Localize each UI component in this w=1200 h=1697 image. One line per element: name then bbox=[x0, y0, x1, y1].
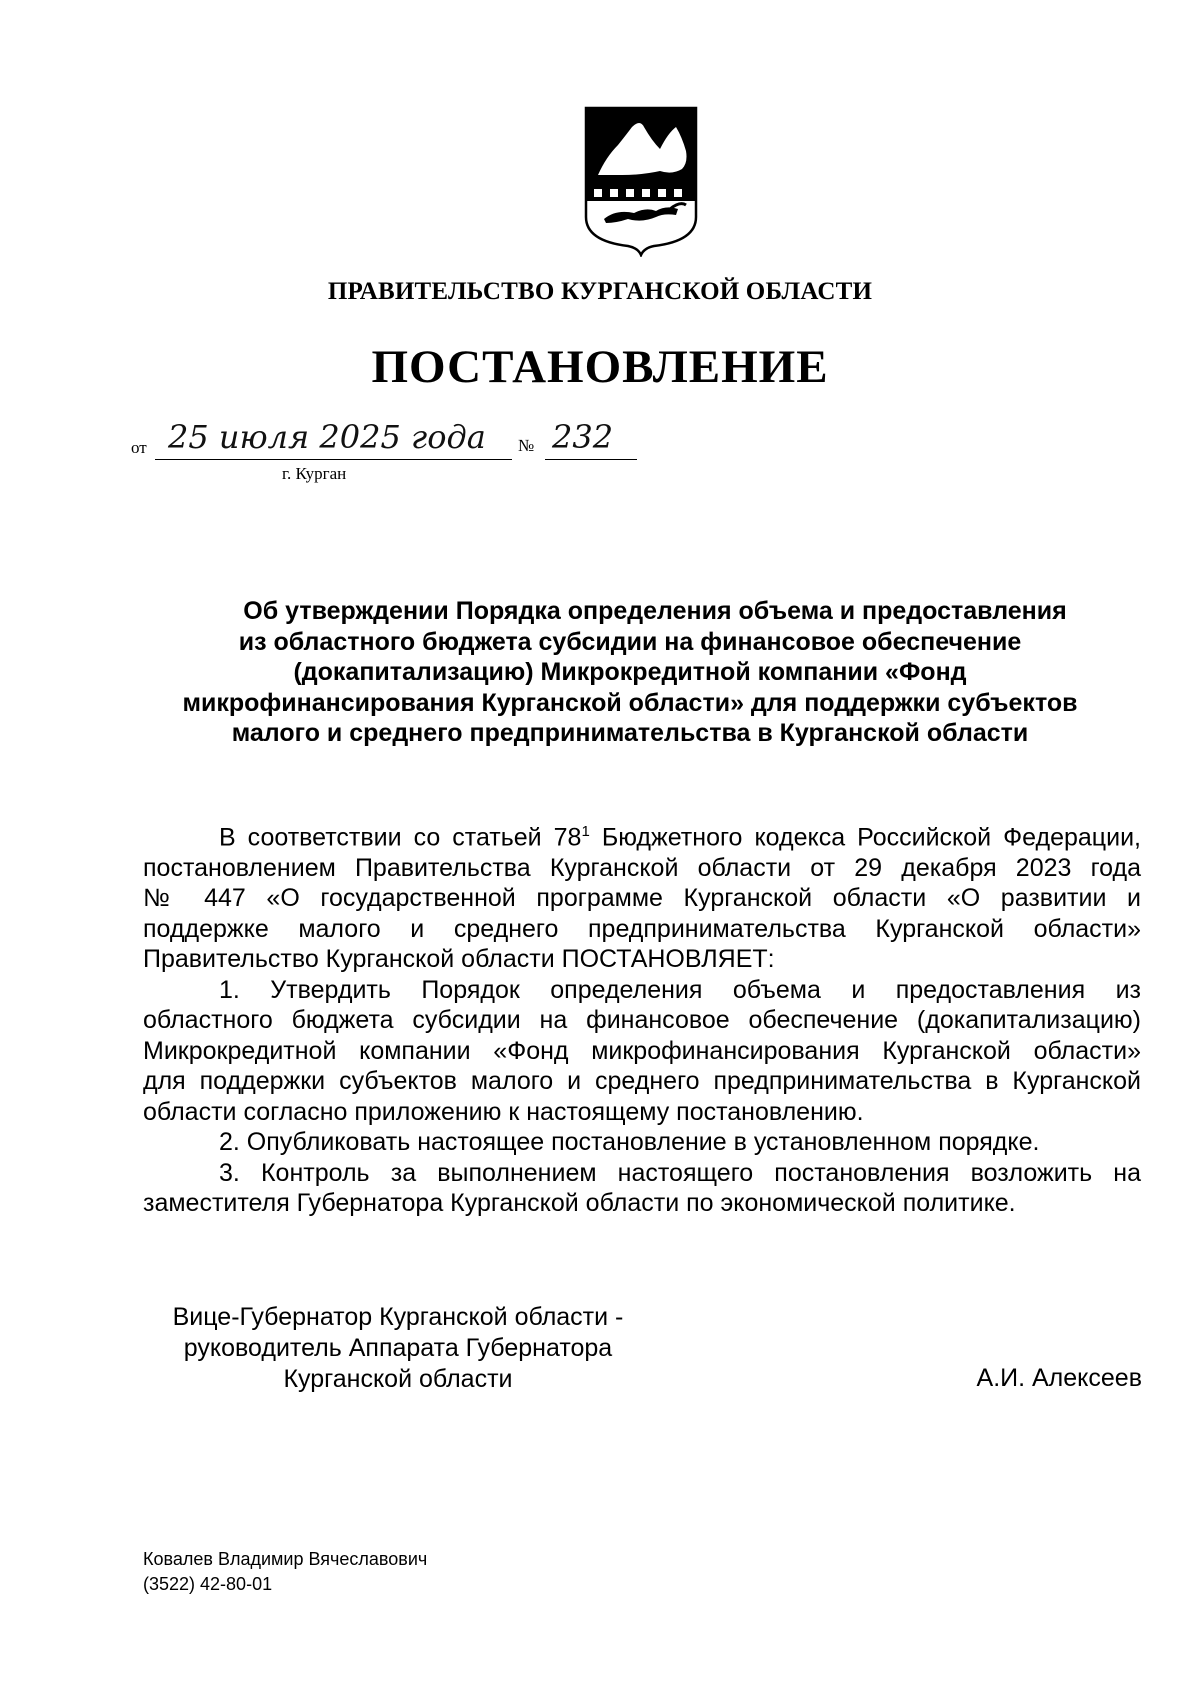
intro-text-end: Бюджетного кодекса Российской Федерации, bbox=[589, 823, 1141, 852]
number-prefix: № bbox=[518, 436, 535, 455]
body-line: постановлением Правительства Курганской области от 29 декабря 2023 года bbox=[143, 853, 1141, 882]
subject-line: микрофинансирования Курганской области» для поддержки субъектов bbox=[182, 688, 1078, 717]
body-line: Правительство Курганской области ПОСТАНОВЛЯЕТ: bbox=[143, 945, 775, 974]
subject-line: (докапитализацию) Микрокредитной компании «Фонд bbox=[293, 658, 967, 686]
body-line: 1. Утвердить Порядок определения объема и предоставления из bbox=[219, 975, 1141, 1004]
handwritten-date: 25 июля 2025 года bbox=[168, 418, 486, 456]
signatory-name: А.И. Алексеев bbox=[976, 1364, 1142, 1392]
body-line: Микрокредитной компании «Фонд микрофинансирования Курганской области» bbox=[143, 1036, 1141, 1065]
coat-of-arms-icon bbox=[582, 105, 700, 257]
handwritten-number: 232 bbox=[552, 418, 614, 456]
subject-line: из областного бюджета субсидии на финансовое обеспечение bbox=[238, 627, 1022, 656]
article-superscript: 1 bbox=[581, 823, 590, 840]
subject-line: Об утверждении Порядка определения объема и предоставления bbox=[243, 597, 1067, 625]
body-line: № 447 «О государственной программе Курганской области «О развитии и bbox=[143, 884, 1141, 913]
body-intro-line bbox=[143, 817, 1141, 853]
body-line: 2. Опубликовать настоящее постановление в установленном порядке. bbox=[219, 1128, 1040, 1157]
body-line: области согласно приложению к настоящему постановлению. bbox=[143, 1097, 864, 1126]
subject-line: малого и среднего предпринимательства в Курганской области bbox=[231, 719, 1029, 747]
city: г. Курган bbox=[282, 464, 347, 483]
number-underline bbox=[545, 459, 637, 460]
body-line: областного бюджета субсидии на финансовое обеспечение (докапитализацию) bbox=[143, 1006, 1141, 1035]
date-prefix: от bbox=[131, 438, 147, 457]
body-line: 3. Контроль за выполнением настоящего постановления возложить на bbox=[219, 1158, 1141, 1187]
body-line: поддержке малого и среднего предпринимательства Курганской области» bbox=[143, 914, 1141, 943]
signatory-title-line: Курганской области bbox=[283, 1365, 513, 1393]
executor-name: Ковалев Владимир Вячеславович bbox=[143, 1549, 428, 1569]
executor-info bbox=[143, 1547, 427, 1597]
intro-text: В соответствии со статьей 78 bbox=[219, 823, 582, 852]
date-underline bbox=[155, 459, 512, 460]
body-line: для поддержки субъектов малого и среднего предпринимательства в Курганской bbox=[143, 1067, 1141, 1096]
organization-name: ПРАВИТЕЛЬСТВО КУРГАНСКОЙ ОБЛАСТИ bbox=[327, 278, 873, 305]
executor-phone: (3522) 42-80-01 bbox=[143, 1574, 273, 1594]
document-body bbox=[143, 817, 1141, 1219]
signatory-title-line: руководитель Аппарата Губернатора bbox=[183, 1334, 613, 1362]
document-subject bbox=[150, 596, 1110, 749]
signatory-title bbox=[148, 1302, 648, 1395]
signatory-title-line: Вице-Губернатор Курганской области - bbox=[172, 1303, 624, 1331]
body-line: заместителя Губернатора Курганской области по экономической политике. bbox=[143, 1189, 1016, 1218]
document-type-title: ПОСТАНОВЛЕНИЕ bbox=[371, 341, 829, 393]
